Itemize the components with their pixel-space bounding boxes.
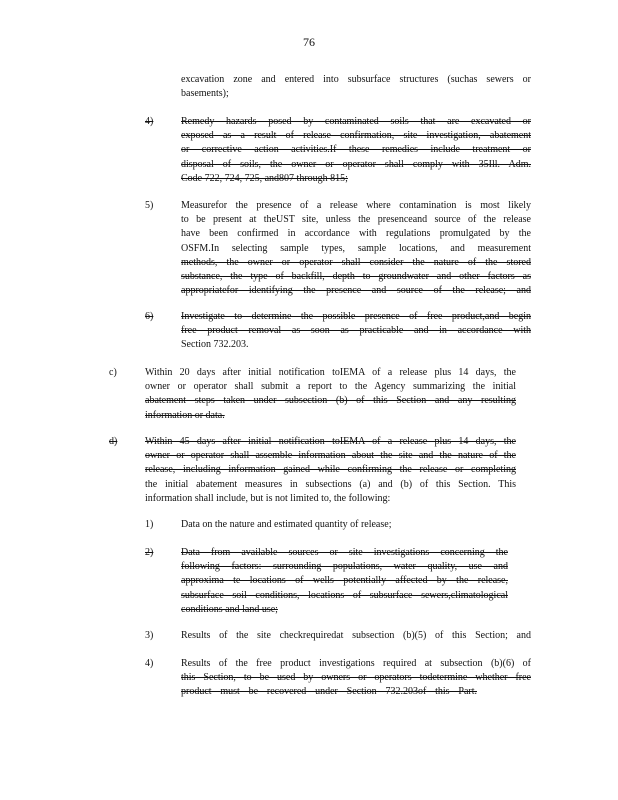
text-line: disposal of soils, the owner or operator shall comply with 35Ill. Adm. [181,158,531,170]
text-line: basements); [181,88,229,100]
text-line: excavation zone and entered into subsurface structures (suchas sewers or [181,74,531,85]
text-line: exposed as a result of release confirmation, site investigation, abatement [181,130,531,142]
text-line: Results of the site checkrequiredat subsection (b)(5) of this Section; and [181,630,531,641]
text-line: this Section, to be used by owners or operators todetermine whether free [181,672,531,684]
text-line: owner or operator shall submit a report to the Agency summarizing the initial [145,381,516,393]
paragraph-letter: c) [109,367,117,378]
text-line: information or data. [145,409,225,421]
text-line: Data on the nature and estimated quantity of release; [181,519,392,530]
text-line: Measurefor the presence of a release where contamination is most likely [181,200,531,211]
text-line: Data from available sources or site investigations concerning the [181,547,508,558]
text-line: conditions and land use; [181,603,278,615]
item-number: 4) [145,116,154,127]
text-line: approxima te locations of wells potentially affected by the release, [181,575,508,587]
paragraph-letter: d) [109,436,118,447]
text-line: the initial abatement measures in subsections (a) and (b) of this Section. This [145,478,516,490]
text-line: information shall include, but is not limited to, the following: [145,492,391,504]
d-item-4-text [181,657,531,700]
text-line: abatement steps taken under subsection (b) of this Section and any resulting [145,395,516,407]
text-line: release, including information gained while confirming the release or completing [145,464,516,476]
text-line: owner or operator shall assemble information about the site and the nature of the [145,450,516,462]
text-line: Investigate to determine the possible presence of free product,and begin [181,311,531,322]
text-line: Within 45 days after initial notification toIEMA of a release plus 14 days, the [145,436,516,447]
item-number: 1) [145,519,154,530]
page-number: 76 [303,35,315,49]
item-6-text [181,310,531,353]
item-number: 3) [145,630,154,641]
item-number: 5) [145,200,154,211]
d-item-3-text [181,629,531,643]
item-5-text [181,199,531,298]
text-line: Within 20 days after initial notification toIEMA of a release plus 14 days, the [145,367,516,378]
text-line: substance, the type of backfill, depth to groundwater and other factors as [181,271,531,283]
text-line: Remedy hazards posed by contaminated soils that are excavated or [181,116,531,127]
text-line: Section 732.203. [181,339,249,351]
intro-text [181,73,531,101]
d-item-1-text [181,518,531,532]
paragraph-c-text [145,366,516,423]
text-line: following factors: surrounding populations, water quality, use and [181,561,508,573]
text-line: have been confirmed in accordance with regulations promulgated by the [181,228,531,240]
item-4-text [181,115,531,186]
text-line: methods, the owner or operator shall consider the nature of the stored [181,256,531,268]
text-line: OSFM.In selecting sample types, sample locations, and measurement [181,242,531,254]
item-number: 6) [145,311,154,322]
text-line: appropriatefor identifying the presence and source of the release; and [181,285,531,297]
text-line: Results of the free product investigations required at subsection (b)(6) of [181,658,531,669]
text-line: Code 722, 724, 725, and807 through 815; [181,172,348,184]
text-line: product must be recovered under Section 732.203of this Part. [181,686,477,698]
text-line: or corrective action activities.If these remedies include treatment or [181,144,531,156]
text-line: to be present at theUST site, unless the presenceand source of the release [181,214,531,226]
text-line: free product removal as soon as practicable and in accordance with [181,325,531,337]
item-number: 4) [145,658,154,669]
d-item-2-text [181,546,508,617]
paragraph-d-text [145,435,516,506]
text-line: subsurface soil conditions, locations of subsurface sewers,climatological [181,589,508,601]
item-number: 2) [145,547,154,558]
